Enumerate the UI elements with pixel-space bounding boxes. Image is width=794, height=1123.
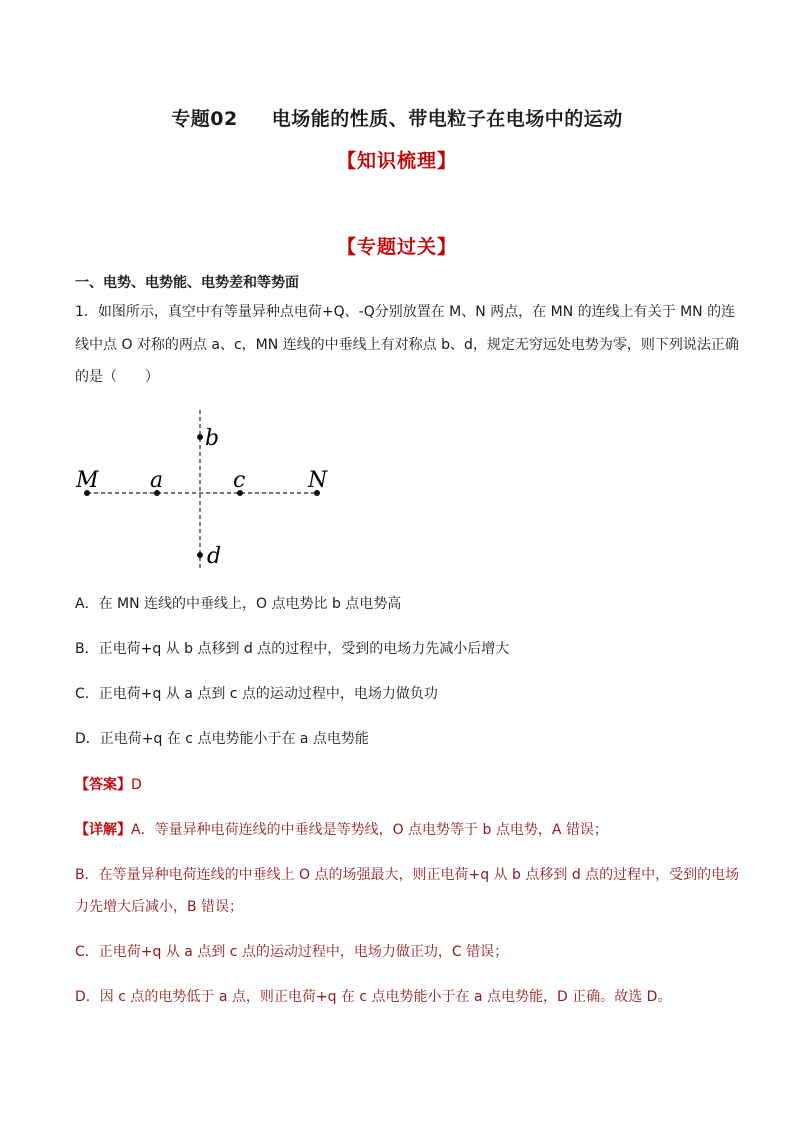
page-title xyxy=(0,104,794,131)
detail-b-line-1: B．在等量异种电荷连线的中垂线上 O 点的场强最大，则正电荷+q 从 b 点移到 d 点的过程中，受到的电场 xyxy=(75,867,740,883)
heading-practice: 【专题过关】 xyxy=(336,236,457,258)
option-c: C．正电荷+q 从 a 点到 c 点的运动过程中，电场力做负功 xyxy=(75,686,438,702)
answer-tag: 【答案】 xyxy=(75,777,131,793)
title-main: 电场能的性质、带电粒子在电场中的运动 xyxy=(271,108,623,130)
question-line-3: 的是（ ） xyxy=(75,369,159,385)
question-line-1: 1．如图所示，真空中有等量异种点电荷+Q、-Q分别放置在 M、N 两点，在 MN 的连线上有关于 MN 的连 xyxy=(75,304,736,320)
section-title: 一、电势、电势能、电势差和等势面 xyxy=(75,275,299,291)
label-a: a xyxy=(150,468,164,493)
option-b: B．正电荷+q 从 b 点移到 d 点的过程中，受到的电场力先减小后增大 xyxy=(75,641,510,657)
label-c: c xyxy=(233,468,246,493)
label-M: M xyxy=(76,468,99,493)
option-d: D．正电荷+q 在 c 点电势能小于在 a 点电势能 xyxy=(75,731,369,747)
point-b xyxy=(197,434,203,440)
heading-knowledge: 【知识梳理】 xyxy=(336,150,457,172)
point-d xyxy=(197,552,203,558)
detail-tag: 【详解】 xyxy=(75,822,131,838)
detail-c: C．正电荷+q 从 a 点到 c 点的运动过程中，电场力做正功，C 错误； xyxy=(75,944,509,960)
answer-value: D xyxy=(131,777,142,793)
detail-b-line-2: 力先增大后减小，B 错误； xyxy=(75,899,244,915)
detail-a: A．等量异种电荷连线的中垂线是等势线，O 点电势等于 b 点电势，A 错误； xyxy=(131,822,608,838)
label-d: d xyxy=(207,544,222,569)
detail-d: D．因 c 点的电势低于 a 点，则正电荷+q 在 c 点电势能小于在 a 点电势能，D 正确。故选 D。 xyxy=(75,989,672,1005)
option-a: A．在 MN 连线的中垂线上，O 点电势比 b 点电势高 xyxy=(75,596,402,612)
question-line-2: 线中点 O 对称的两点 a、c，MN 连线的中垂线上有对称点 b、d，规定无穷远处电势为零，则下列说法正确 xyxy=(75,337,739,353)
detail-line-a xyxy=(75,819,608,839)
title-prefix: 专题02 xyxy=(171,108,238,130)
answer-line xyxy=(75,774,142,794)
label-N: N xyxy=(308,468,328,493)
charge-diagram xyxy=(70,405,340,575)
label-b: b xyxy=(205,426,220,451)
